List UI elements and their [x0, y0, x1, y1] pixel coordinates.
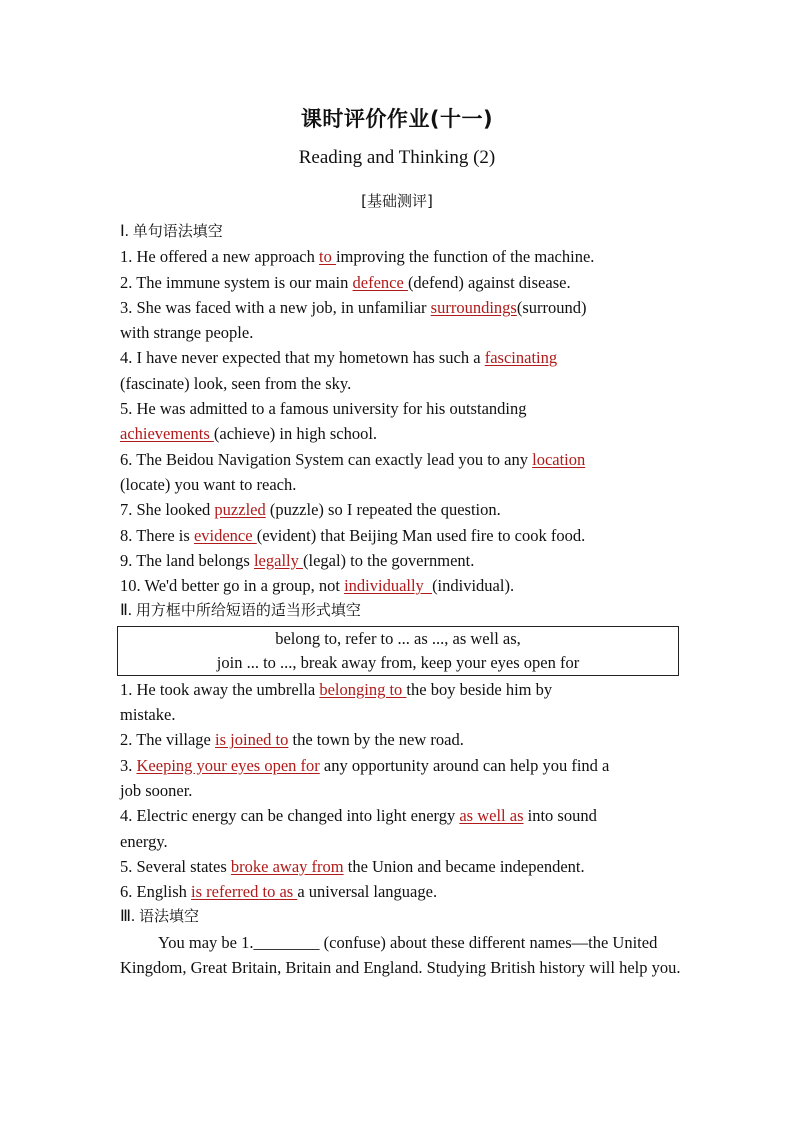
answer: belonging to: [319, 679, 407, 699]
answer: as well as: [459, 806, 524, 826]
s2-item-3: 3. Keeping your eyes open for any opportunity around can help you find a: [120, 755, 610, 775]
answer: location: [532, 449, 586, 469]
answer: individually: [344, 576, 433, 596]
s2-item-1-cont: mistake.: [120, 705, 176, 725]
answer: Keeping your eyes open for: [136, 755, 320, 775]
section2-title: 用方框中所给短语的适当形式填空: [135, 601, 361, 620]
s2-item-6: 6. English is referred to as a universal language.: [120, 882, 438, 902]
s2-item-4: 4. Electric energy can be changed into light energy as well as into sound: [120, 806, 597, 826]
exercise-body: [120, 219, 682, 980]
answer: to: [318, 247, 336, 267]
s2-item-5: 5. Several states broke away from the Union and became independent.: [120, 856, 585, 876]
answer: defence: [352, 272, 408, 292]
section1-title: 单句语法填空: [132, 222, 223, 240]
answer: broke away from: [230, 856, 344, 876]
answer: legally: [253, 550, 303, 570]
s2-item-3-cont: job sooner.: [120, 780, 193, 800]
s1-item-4: 4. I have never expected that my hometown has such a fascinating: [120, 348, 558, 368]
answer: is joined to: [215, 730, 289, 750]
s1-item-2: 2. The immune system is our main defence (defend) against disease.: [120, 272, 571, 292]
s1-item-10: 10. We'd better go in a group, not individually (individual).: [120, 576, 515, 596]
section3-title: 语法填空: [139, 907, 200, 926]
section1-numeral: Ⅰ.: [120, 223, 129, 240]
answer: surroundings: [430, 297, 517, 317]
s1-item-8: 8. There is evidence (evident) that Beijing Man used fire to cook food.: [120, 525, 586, 545]
s1-item-4-cont: (fascinate) look, seen from the sky.: [120, 373, 352, 393]
section2-numeral: Ⅱ.: [120, 602, 132, 620]
s1-item-5: 5. He was admitted to a famous university for his outstanding: [120, 399, 527, 419]
phrase-box-line-2: join ... to ..., break away from, keep your eyes open for: [216, 652, 580, 672]
section3-numeral: Ⅲ.: [120, 908, 136, 926]
s2-item-1: 1. He took away the umbrella belonging to the boy beside him by: [120, 679, 553, 699]
section1-heading: [120, 219, 682, 244]
answer: fascinating: [484, 348, 558, 368]
s1-item-7: 7. She looked puzzled (puzzle) so I repeated the question.: [120, 500, 501, 520]
section2-heading: [120, 598, 682, 623]
section-label: [基础测评]: [361, 192, 433, 210]
answer: puzzled: [214, 500, 266, 520]
s1-item-6: 6. The Beidou Navigation System can exactly lead you to any location: [120, 449, 586, 469]
s1-item-1: 1. He offered a new approach to improving the function of the machine.: [120, 247, 595, 267]
s1-item-9: 9. The land belongs legally (legal) to the government.: [120, 550, 475, 570]
page-title: 课时评价作业(十一): [300, 107, 494, 131]
page-subtitle: Reading and Thinking (2): [298, 147, 496, 168]
answer: is referred to as: [191, 882, 298, 902]
phrase-box-line-1: belong to, refer to ... as ..., as well as,: [275, 628, 521, 648]
section3-paragraph: You may be 1.________ (confuse) about these different names—the United Kingdom, Great Britain, Britain and England. Studying British history will help you.: [120, 932, 681, 978]
s1-item-3-cont: with strange people.: [120, 323, 254, 343]
s1-item-5-cont: achievements (achieve) in high school.: [120, 424, 378, 444]
s1-item-6-cont: (locate) you want to reach.: [120, 474, 297, 494]
s1-item-3: 3. She was faced with a new job, in unfamiliar surroundings(surround): [120, 297, 587, 317]
phrase-box: [117, 626, 679, 676]
answer: evidence: [193, 525, 257, 545]
s2-item-4-cont: energy.: [120, 831, 168, 851]
section3-heading: [120, 904, 682, 929]
s2-item-2: 2. The village is joined to the town by the new road.: [120, 730, 464, 750]
answer: achievements: [120, 424, 214, 444]
